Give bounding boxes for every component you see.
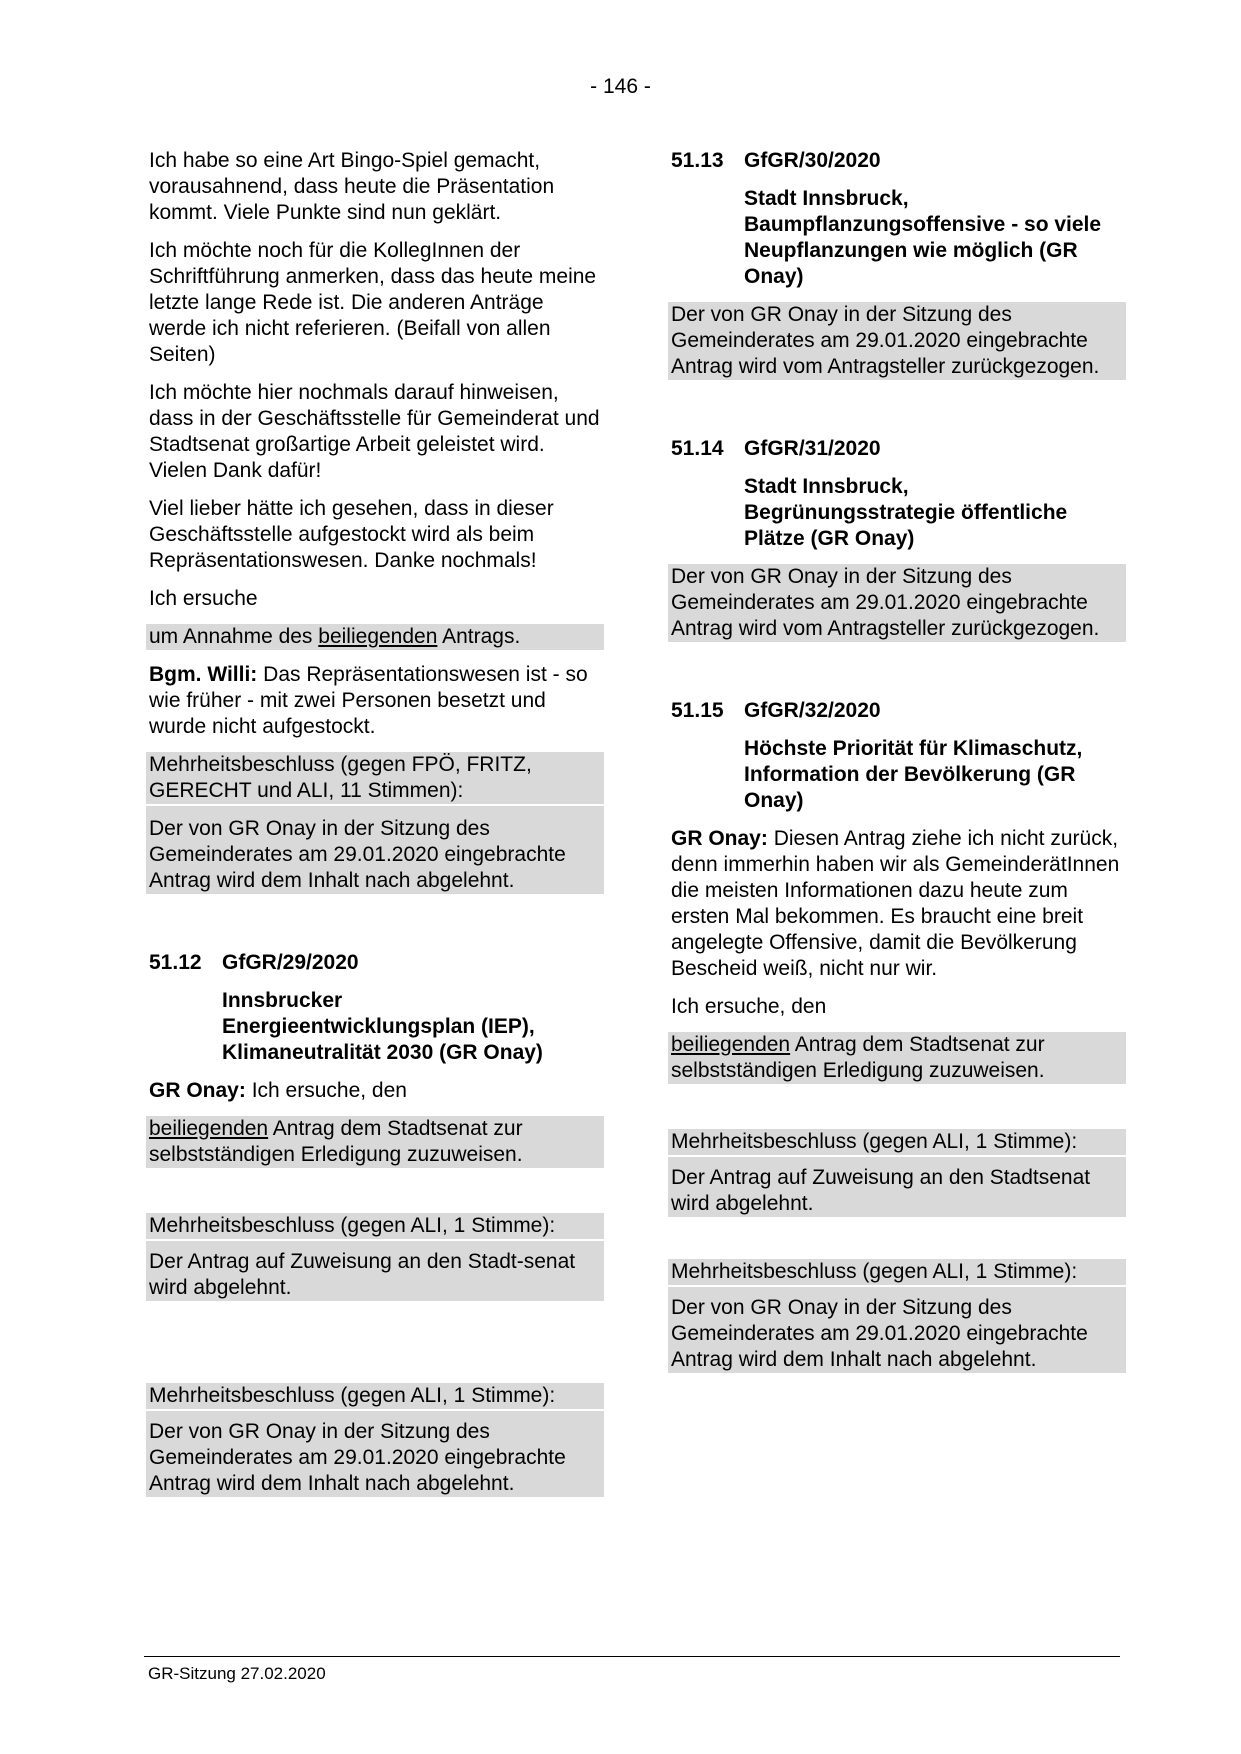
item-code: GfGR/32/2020 [744, 699, 881, 722]
item-number: 51.14 [671, 437, 724, 460]
assign-underlined: beiliegenden [671, 1033, 791, 1056]
decision-box-1 [146, 752, 604, 894]
item-subject-5114: Stadt Innsbruck, Begrünungsstrategie öffentliche Plätze (GR Onay) [744, 475, 1068, 550]
item-number: 51.12 [149, 951, 202, 974]
decision-label: Mehrheitsbeschluss (gegen ALI, 1 Stimme): [668, 1129, 1126, 1157]
request-5115: Ich ersuche, den [671, 995, 827, 1018]
request-underlined: beiliegenden [318, 625, 438, 648]
assign-text: Antrag dem Stadtsenat zur selbstständigen Erledigung zuzuweisen. [149, 1117, 523, 1166]
footer-session-date: GR-Sitzung 27.02.2020 [148, 1664, 326, 1683]
speech-paragraph-1: Ich habe so eine Art Bingo-Spiel gemacht, vorausahnend, dass heute die Präsentation kommt. Viele Punkte sind nun geklärt. [149, 149, 555, 224]
speaker: GR Onay: [671, 827, 768, 850]
onay-statement-5115 [668, 826, 1126, 982]
assign-box-5115 [668, 1032, 1126, 1084]
speech-paragraph-3: Ich möchte hier nochmals darauf hinweisen, dass in der Geschäftsstelle für Gemeinderat und Stadtsenat großartige Arbeit geleistet wird. Vielen Dank dafür! [149, 381, 600, 482]
speech-paragraph-4: Viel lieber hätte ich gesehen, dass in dieser Geschäftsstelle aufgestockt wird als beim Repräsentationswesen. Danke nochmals! [149, 497, 554, 572]
item-subject-5115: Höchste Priorität für Klimaschutz, Information der Bevölkerung (GR Onay) [744, 737, 1083, 812]
item-code: GfGR/29/2020 [222, 951, 359, 974]
item-heading-5113 [668, 148, 1126, 174]
item-number: 51.15 [671, 699, 724, 722]
speech: Diesen Antrag ziehe ich nicht zurück, denn immerhin haben wir als GemeinderätInnen die meisten Informationen dazu heute zum ersten Mal bekommen. Es braucht eine breit angelegte Offensive, damit die Bevölkerung Bescheid weiß, nicht nur wir. [671, 827, 1120, 980]
item-number: 51.13 [671, 149, 724, 172]
decision-label: Mehrheitsbeschluss (gegen ALI, 1 Stimme): [668, 1259, 1126, 1287]
decision-box-5115-b [668, 1259, 1126, 1373]
item-subject-5112: Innsbrucker Energieentwicklungsplan (IEP), Klimaneutralität 2030 (GR Onay) [222, 989, 543, 1064]
decision-1-text: Der von GR Onay in der Sitzung des Gemeinderates am 29.01.2020 eingebrachte Antrag wird dem Inhalt nach abgelehnt. [149, 817, 566, 892]
item-code: GfGR/31/2020 [744, 437, 881, 460]
decision-text: Der Antrag auf Zuweisung an den Stadtsenat wird abgelehnt. [671, 1166, 1091, 1215]
onay-statement-5112 [146, 1078, 604, 1104]
request-text-end: Antrags. [437, 625, 521, 648]
speech: Ich ersuche, den [245, 1079, 407, 1102]
decision-box-5112-b [146, 1383, 604, 1497]
right-column [668, 148, 1126, 1373]
withdrawn-note-5114: Der von GR Onay in der Sitzung des Gemeinderates am 29.01.2020 eingebrachte Antrag wird vom Antragsteller zurückgezogen. [668, 564, 1126, 642]
item-heading-5112 [146, 950, 604, 976]
item-heading-5114 [668, 436, 1126, 462]
assign-text: Antrag dem Stadtsenat zur selbstständigen Erledigung zuzuweisen. [671, 1033, 1045, 1082]
speaker: GR Onay: [149, 1079, 246, 1102]
decision-text: Der von GR Onay in der Sitzung des Gemeinderates am 29.01.2020 eingebrachte Antrag wird dem Inhalt nach abgelehnt. [149, 1420, 566, 1495]
request-box [146, 624, 604, 650]
speech-paragraph-2: Ich möchte noch für die KollegInnen der Schriftführung anmerken, dass das heute meine letzte lange Rede ist. Die anderen Anträge werde ich nicht referieren. (Beifall von allen Seiten) [149, 239, 597, 366]
decision-text: Der von GR Onay in der Sitzung des Gemeinderates am 29.01.2020 eingebrachte Antrag wird dem Inhalt nach abgelehnt. [671, 1296, 1088, 1371]
page-number: - 146 - [590, 75, 651, 98]
speech-paragraph-5: Ich ersuche [149, 587, 258, 610]
item-code: GfGR/30/2020 [744, 149, 881, 172]
decision-label: Mehrheitsbeschluss (gegen ALI, 1 Stimme): [146, 1383, 604, 1411]
item-heading-5115 [668, 698, 1126, 724]
request-text-start: um Annahme des [149, 625, 319, 648]
decision-box-5112-a [146, 1213, 604, 1301]
withdrawn-note-5113: Der von GR Onay in der Sitzung des Gemeinderates am 29.01.2020 eingebrachte Antrag wird vom Antragsteller zurückgezogen. [668, 302, 1126, 380]
assign-underlined: beiliegenden [149, 1117, 269, 1140]
mayor-text: Das Repräsentationswesen ist - so wie früher - mit zwei Personen besetzt und wurde nicht aufgestockt. [149, 663, 588, 738]
mayor-speaker: Bgm. Willi: [149, 663, 258, 686]
decision-label: Mehrheitsbeschluss (gegen ALI, 1 Stimme): [146, 1213, 604, 1241]
mayor-statement [146, 662, 604, 740]
decision-1-label: Mehrheitsbeschluss (gegen FPÖ, FRITZ, GERECHT und ALI, 11 Stimmen): [146, 752, 604, 806]
decision-text: Der Antrag auf Zuweisung an den Stadt-senat wird abgelehnt. [149, 1250, 576, 1299]
left-column [146, 148, 604, 1497]
assign-box-5112 [146, 1116, 604, 1168]
item-subject-5113: Stadt Innsbruck, Baumpflanzungsoffensive - so viele Neupflanzungen wie möglich (GR Onay) [744, 187, 1102, 288]
footer-divider [144, 1656, 1120, 1657]
decision-box-5115-a [668, 1129, 1126, 1217]
